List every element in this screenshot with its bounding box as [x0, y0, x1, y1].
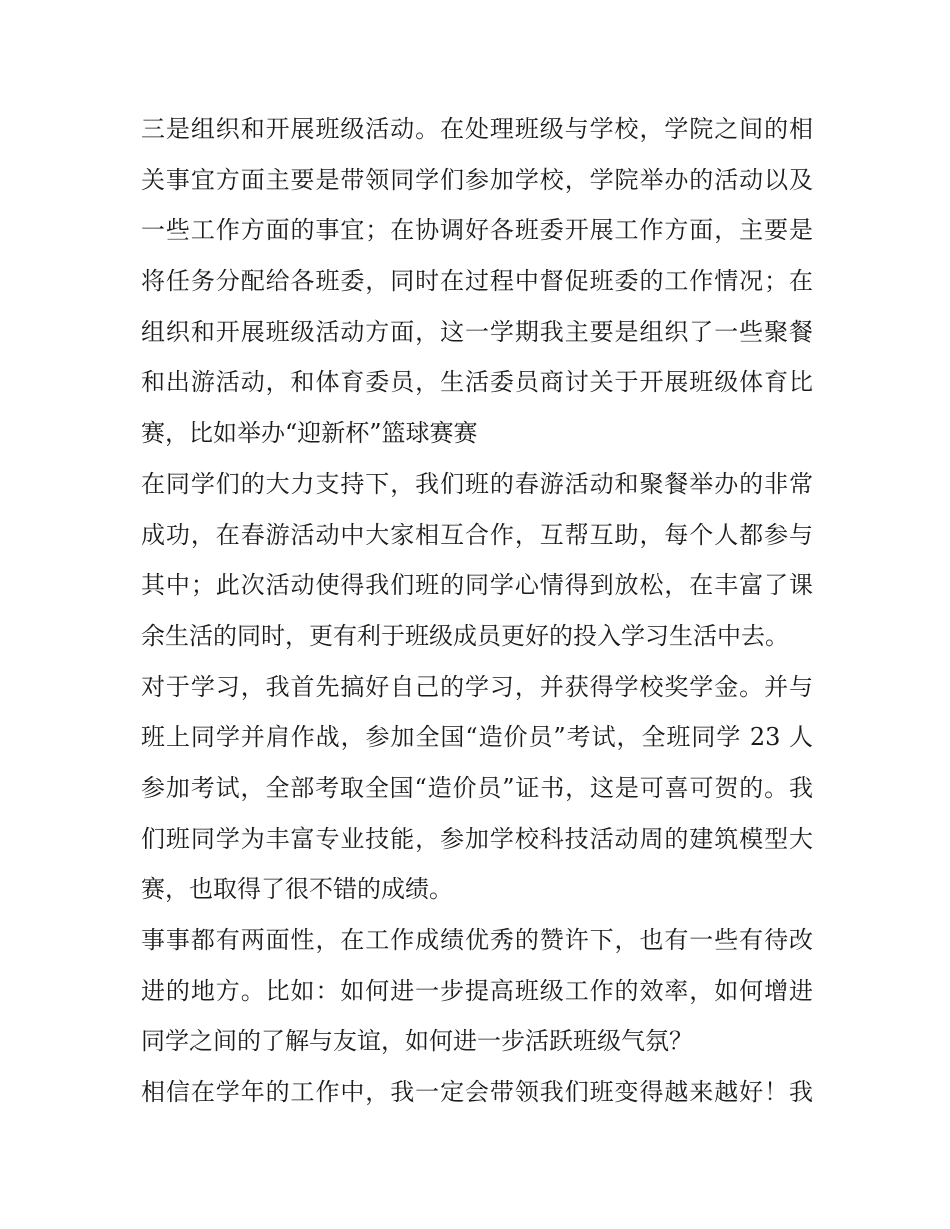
paragraph-improvements	[141, 915, 813, 1067]
paragraph-outlook	[141, 1067, 813, 1118]
text-line: 关事宜方面主要是带领同学们参加学校，学院举办的活动以及	[141, 165, 813, 194]
text-line: 一些工作方面的事宜；在协调好各班委开展工作方面，主要是	[141, 216, 813, 245]
text-line: 在同学们的大力支持下，我们班的春游活动和聚餐举办的非常	[141, 469, 813, 498]
text-line: 参加考试，全部考取全国“造价员”证书，这是可喜可贺的。我	[141, 773, 813, 802]
paragraph-spring-outing	[141, 459, 813, 662]
text-line: 同学之间的了解与友谊，如何进一步活跃班级气氛？	[141, 1027, 693, 1056]
document-body	[141, 104, 813, 1118]
text-line: 班上同学并肩作战，参加全国“造价员”考试，全班同学 23 人	[141, 723, 813, 752]
text-line: 们班同学为丰富专业技能，参加学校科技活动周的建筑模型大	[141, 824, 813, 853]
text-line: 进的地方。比如：如何进一步提高班级工作的效率，如何增进	[141, 976, 813, 1005]
text-line: 对于学习，我首先搞好自己的学习，并获得学校奖学金。并与	[141, 672, 813, 701]
text-line: 三是组织和开展班级活动。在处理班级与学校，学院之间的相	[141, 115, 813, 143]
text-line: 和出游活动，和体育委员，生活委员商讨关于开展班级体育比	[141, 368, 813, 397]
text-line: 相信在学年的工作中，我一定会带领我们班变得越来越好！我	[141, 1078, 813, 1107]
text-line: 赛，也取得了很不错的成绩。	[141, 875, 453, 904]
paragraph-class-activities	[141, 104, 813, 459]
text-line: 将任务分配给各班委，同时在过程中督促班委的工作情况；在	[141, 267, 813, 296]
text-line: 成功，在春游活动中大家相互合作，互帮互助，每个人都参与	[141, 520, 813, 549]
text-line: 组织和开展班级活动方面，这一学期我主要是组织了一些聚餐	[141, 317, 813, 346]
text-line: 余生活的同时，更有利于班级成员更好的投入学习生活中去。	[141, 621, 789, 650]
text-line: 事事都有两面性，在工作成绩优秀的赞许下，也有一些有待改	[141, 926, 813, 954]
paragraph-study	[141, 662, 813, 915]
text-line: 其中；此次活动使得我们班的同学心情得到放松，在丰富了课	[141, 571, 813, 600]
text-line: 赛，比如举办“迎新杯”篮球赛赛	[141, 419, 478, 448]
